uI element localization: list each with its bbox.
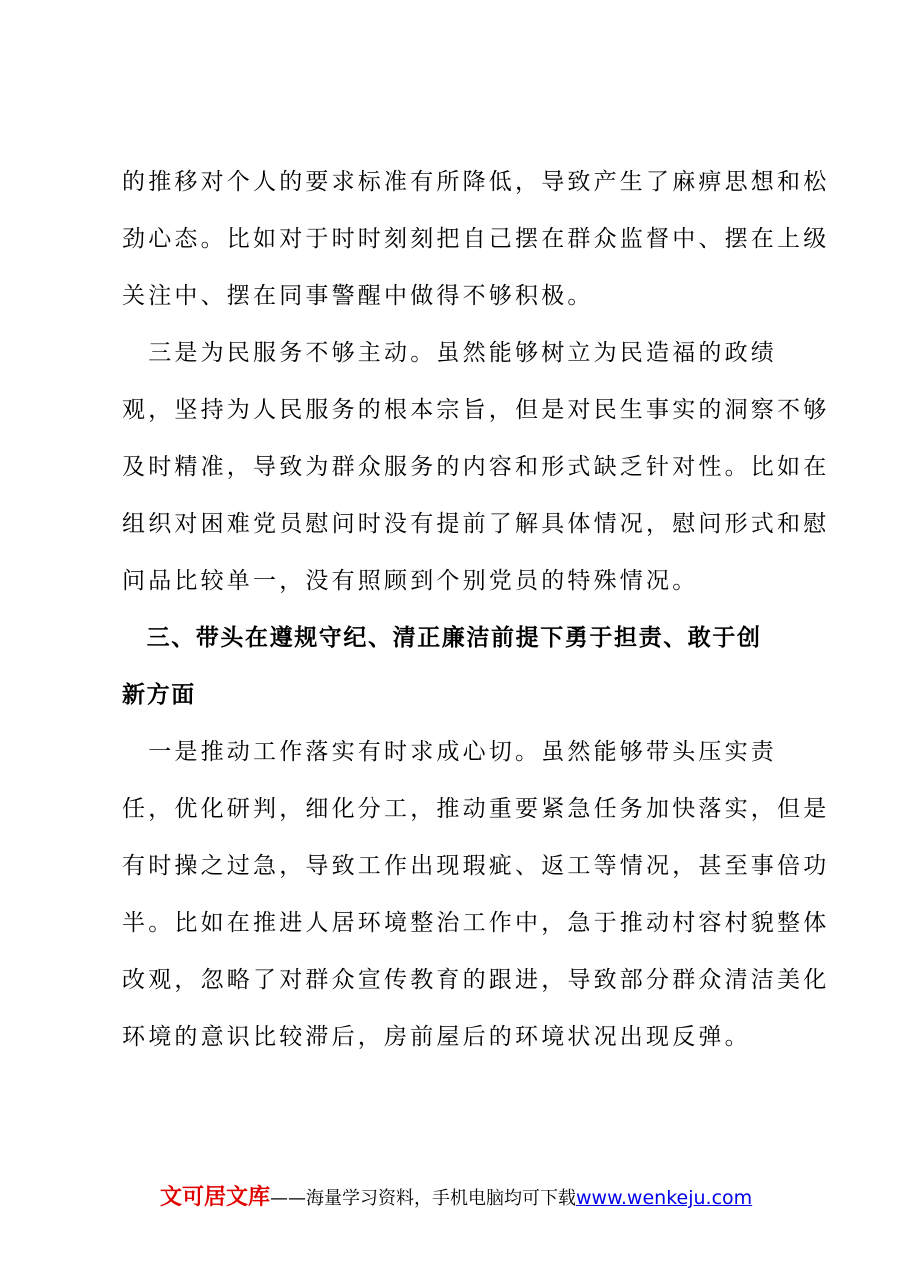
footer-link[interactable]: www.wenkeju.com (576, 1187, 753, 1209)
text-line: 观，坚持为人民服务的根本宗旨，但是对民生事实的洞察不够 (122, 397, 830, 423)
paragraph-4 (122, 724, 830, 1066)
section-heading (122, 610, 792, 724)
heading-line: 三、带头在遵规守纪、清正廉洁前提下勇于担责、敢于创 (122, 625, 762, 651)
text-line: 问品比较单一，没有照顾到个别党员的特殊情况。 (122, 568, 699, 594)
text-line: 组织对困难党员慰问时没有提前了解具体情况，慰问形式和慰 (122, 511, 830, 537)
text-line: 三是为民服务不够主动。虽然能够树立为民造福的政绩 (122, 340, 777, 366)
footer (160, 1180, 752, 1212)
text-line: 任，优化研判，细化分工，推动重要紧急任务加快落实，但是 (122, 796, 830, 822)
text-line: 劲心态。比如对于时时刻刻把自己摆在群众监督中、摆在上级 (122, 226, 830, 252)
footer-tagline: ——海量学习资料，手机电脑均可下载 (270, 1188, 577, 1209)
heading-line: 新方面 (122, 682, 196, 708)
text-line: 改观，忽略了对群众宣传教育的跟进，导致部分群众清洁美化 (122, 967, 830, 993)
paragraph-1 (122, 154, 830, 325)
text-line: 及时精准，导致为群众服务的内容和形式缺乏针对性。比如在 (122, 454, 830, 480)
text-line: 半。比如在推进人居环境整治工作中，急于推动村容村貌整体 (122, 910, 830, 936)
text-line: 的推移对个人的要求标准有所降低，导致产生了麻痹思想和松 (122, 169, 830, 195)
text-line: 一是推动工作落实有时求成心切。虽然能够带头压实责 (122, 739, 777, 765)
text-line: 有时操之过急，导致工作出现瑕疵、返工等情况，甚至事倍功 (122, 853, 830, 879)
text-line: 关注中、摆在同事警醒中做得不够积极。 (122, 283, 594, 309)
text-line: 环境的意识比较滞后，房前屋后的环境状况出现反弹。 (122, 1024, 751, 1050)
paragraph-2 (122, 325, 830, 610)
footer-brand: 文可居文库 (160, 1185, 271, 1210)
